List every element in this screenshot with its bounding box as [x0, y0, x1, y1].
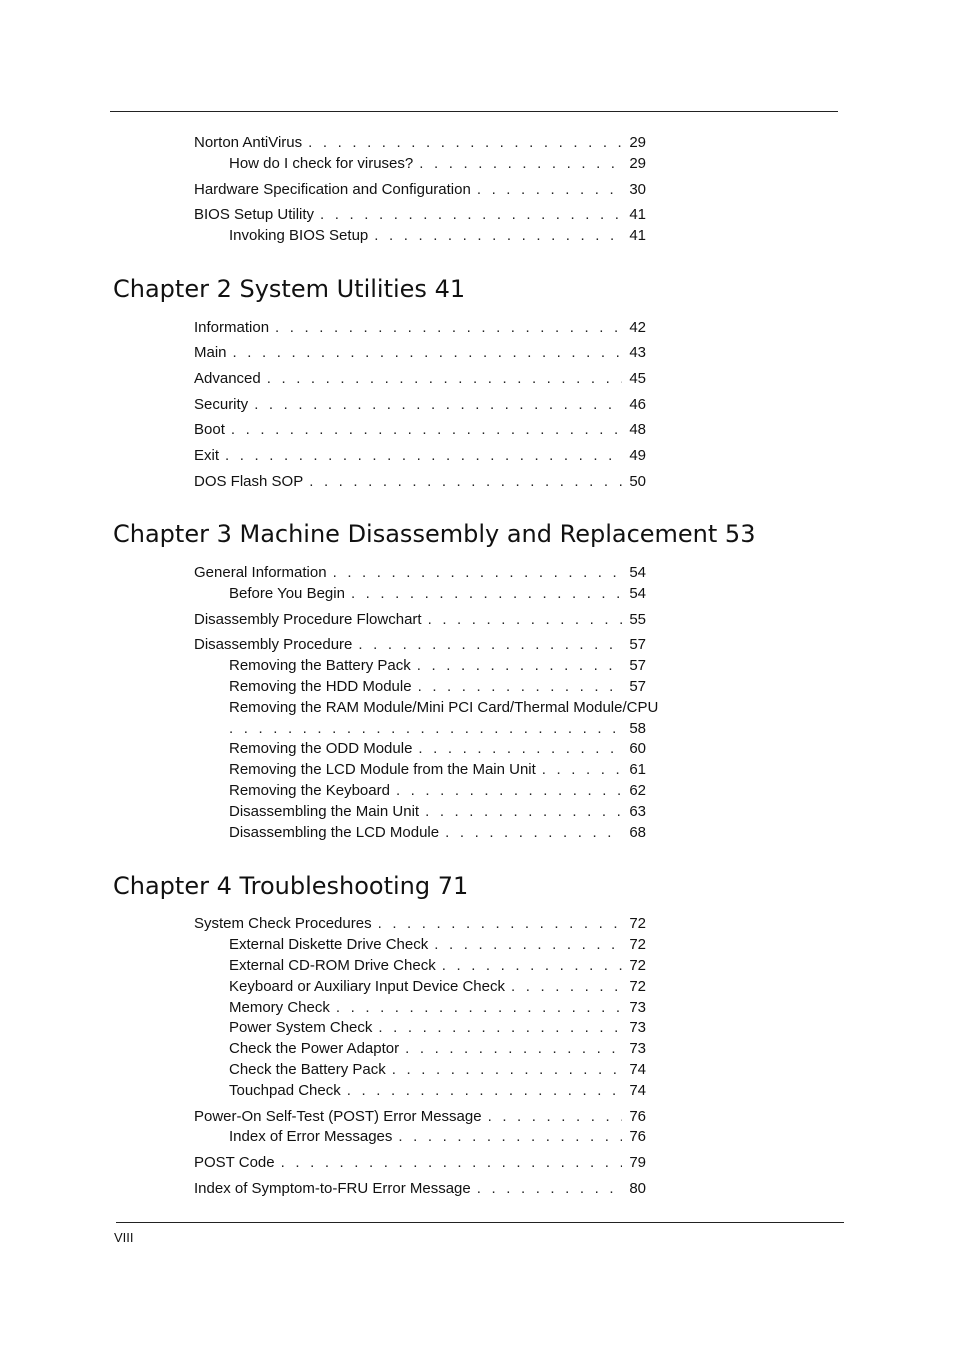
toc-entry[interactable] [229, 677, 646, 696]
toc-dot-leader [347, 1081, 622, 1100]
toc-dot-leader [398, 1127, 622, 1146]
toc-entry[interactable] [194, 1179, 646, 1198]
toc-entry[interactable] [229, 977, 646, 996]
toc-entry-page: 48 [629, 421, 646, 438]
toc-entry[interactable] [229, 739, 646, 758]
toc-entry[interactable] [229, 1060, 646, 1079]
toc-entry-title: Disassembly Procedure [194, 636, 353, 653]
toc-entry-page: 57 [629, 657, 646, 674]
toc-dot-leader [267, 369, 622, 388]
toc-entry-title: Memory Check [229, 999, 330, 1016]
toc-dot-leader [333, 563, 622, 582]
toc-entry-page: 73 [629, 999, 646, 1016]
toc-entry-page: 54 [629, 585, 646, 602]
page-number: VIII [114, 1230, 134, 1245]
toc-entry[interactable] [194, 420, 646, 439]
toc-entry-page: 72 [629, 936, 646, 953]
toc-dot-leader [392, 1060, 622, 1079]
toc-dot-leader [442, 956, 622, 975]
chapter-heading[interactable]: Chapter 3 Machine Disassembly and Replacement 53 [113, 520, 756, 548]
toc-dot-leader [281, 1153, 622, 1172]
toc-entry-page: 55 [629, 611, 646, 628]
toc-dot-leader [225, 446, 622, 465]
toc-dot-leader [378, 914, 622, 933]
toc-entry[interactable] [229, 956, 646, 975]
toc-entry-title: Norton AntiVirus [194, 134, 303, 151]
toc-entry-page: 80 [629, 1180, 646, 1197]
toc-entry-title: Removing the ODD Module [229, 740, 413, 757]
toc-entry-title: Check the Power Adaptor [229, 1040, 400, 1057]
toc-entry-page: 72 [629, 915, 646, 932]
toc-entry-page: 29 [629, 134, 646, 151]
toc-entry-title: Exit [194, 447, 220, 464]
toc-entry-page: 79 [629, 1154, 646, 1171]
toc-entry[interactable] [194, 914, 646, 933]
toc-entry[interactable] [194, 1153, 646, 1172]
toc-entry-page: 76 [629, 1128, 646, 1145]
toc-dot-leader [425, 802, 622, 821]
toc-entry-page: 57 [629, 636, 646, 653]
toc-dot-leader [309, 472, 622, 491]
toc-entry-title: Power System Check [229, 1019, 373, 1036]
toc-entry[interactable] [229, 1127, 646, 1146]
toc-entry-page: 74 [629, 1061, 646, 1078]
toc-dot-leader [336, 998, 622, 1017]
toc-dot-leader [434, 935, 622, 954]
toc-entry[interactable] [194, 1107, 646, 1126]
toc-dot-leader [374, 226, 622, 245]
toc-dot-leader [308, 133, 622, 152]
toc-entry-page: 73 [629, 1019, 646, 1036]
toc-entry[interactable] [194, 133, 646, 152]
toc-entry[interactable] [229, 1081, 646, 1100]
toc-entry[interactable] [194, 446, 646, 465]
toc-entry-page: 45 [629, 370, 646, 387]
toc-entry[interactable] [194, 369, 646, 388]
toc-dot-leader [351, 584, 622, 603]
toc-entry[interactable] [229, 584, 646, 603]
toc-entry-title: Hardware Specification and Configuration [194, 181, 471, 198]
toc-entry-page: 49 [629, 447, 646, 464]
toc-dot-leader [320, 205, 622, 224]
toc-entry[interactable] [229, 998, 646, 1017]
toc-entry[interactable] [229, 802, 646, 821]
toc-entry-title: BIOS Setup Utility [194, 206, 315, 223]
toc-entry-title: Invoking BIOS Setup [229, 227, 369, 244]
toc-entry-title: Removing the Battery Pack [229, 657, 411, 674]
toc-entry-page: 58 [629, 720, 646, 737]
toc-entry-page: 74 [629, 1082, 646, 1099]
toc-entry[interactable] [229, 935, 646, 954]
toc-entry-title: Information [194, 319, 270, 336]
toc-entry[interactable] [229, 781, 646, 800]
toc-entry-title: How do I check for viruses? [229, 155, 414, 172]
toc-entry[interactable] [194, 318, 646, 337]
toc-entry-page: 50 [629, 473, 646, 490]
toc-dot-leader [378, 1018, 622, 1037]
toc-dot-leader [229, 719, 622, 738]
toc-entry-title: Main [194, 344, 227, 361]
toc-entry[interactable] [229, 823, 646, 842]
toc-entry-title: Keyboard or Auxiliary Input Device Check [229, 978, 505, 995]
toc-entry-title: Disassembly Procedure Flowchart [194, 611, 422, 628]
toc-entry-page: 63 [629, 803, 646, 820]
toc-entry-title[interactable]: Removing the RAM Module/Mini PCI Card/Thermal Module/CPU [229, 699, 659, 716]
toc-entry[interactable] [194, 395, 646, 414]
toc-entry[interactable] [229, 226, 646, 245]
toc-entry-title: Check the Battery Pack [229, 1061, 386, 1078]
toc-dot-leader [542, 760, 622, 779]
toc-entry-page: 60 [629, 740, 646, 757]
toc-dot-leader [396, 781, 622, 800]
toc-entry-title: Removing the LCD Module from the Main Unit [229, 761, 536, 778]
toc-entry[interactable] [229, 1039, 646, 1058]
toc-dot-leader [275, 318, 622, 337]
toc-entry-page: 41 [629, 206, 646, 223]
toc-entry[interactable] [229, 1018, 646, 1037]
toc-entry-page: 43 [629, 344, 646, 361]
toc-entry-title: Security [194, 396, 249, 413]
footer-rule [116, 1222, 844, 1223]
toc-entry[interactable] [194, 180, 646, 199]
toc-dot-leader [488, 1107, 622, 1126]
toc-entry-title: Before You Begin [229, 585, 345, 602]
toc-dot-leader [477, 180, 622, 199]
toc-entry[interactable] [229, 154, 646, 173]
toc-entry-title: System Check Procedures [194, 915, 372, 932]
toc-entry-title: Removing the Keyboard [229, 782, 390, 799]
toc-entry-page: 46 [629, 396, 646, 413]
toc-entry-title: POST Code [194, 1154, 275, 1171]
toc-dot-leader [231, 420, 622, 439]
toc-entry-page: 57 [629, 678, 646, 695]
toc-entry-page: 30 [629, 181, 646, 198]
toc-entry[interactable] [194, 563, 646, 582]
toc-entry-page: 73 [629, 1040, 646, 1057]
toc-entry-page: 76 [629, 1108, 646, 1125]
toc-entry[interactable] [194, 472, 646, 491]
toc-entry-page: 72 [629, 978, 646, 995]
toc-dot-leader [445, 823, 622, 842]
toc-entry-title: General Information [194, 564, 327, 581]
toc-entry-title: Disassembling the Main Unit [229, 803, 420, 820]
toc-entry-page: 54 [629, 564, 646, 581]
toc-entry-page: 42 [629, 319, 646, 336]
toc-entry[interactable] [229, 719, 646, 738]
toc-entry-page: 29 [629, 155, 646, 172]
toc-entry-page: 68 [629, 824, 646, 841]
toc-entry[interactable] [229, 656, 646, 675]
toc-entry[interactable] [194, 343, 646, 362]
toc-entry-page: 41 [629, 227, 646, 244]
toc-entry-title: External CD-ROM Drive Check [229, 957, 436, 974]
toc-dot-leader [358, 635, 622, 654]
toc-entry[interactable] [194, 635, 646, 654]
toc-dot-leader [419, 154, 622, 173]
toc-entry-page: 72 [629, 957, 646, 974]
toc-entry-title: Power-On Self-Test (POST) Error Message [194, 1108, 482, 1125]
toc-dot-leader [405, 1039, 622, 1058]
toc-dot-leader [233, 343, 622, 362]
toc-entry[interactable] [229, 760, 646, 779]
toc-dot-leader [254, 395, 622, 414]
toc-dot-leader [428, 610, 622, 629]
chapter-heading[interactable]: Chapter 4 Troubleshooting 71 [113, 872, 469, 900]
toc-entry-title: Touchpad Check [229, 1082, 341, 1099]
toc-dot-leader [418, 677, 622, 696]
toc-entry-title: Advanced [194, 370, 261, 387]
toc-entry[interactable] [194, 610, 646, 629]
toc-dot-leader [417, 656, 622, 675]
toc-dot-leader [477, 1179, 622, 1198]
toc-entry-page: 61 [629, 761, 646, 778]
toc-dot-leader [418, 739, 622, 758]
toc-entry-page: 62 [629, 782, 646, 799]
toc-dot-leader [511, 977, 622, 996]
toc-entry-title: Boot [194, 421, 225, 438]
chapter-heading[interactable]: Chapter 2 System Utilities 41 [113, 275, 466, 303]
toc-entry-title: Disassembling the LCD Module [229, 824, 440, 841]
toc-entry-title: Removing the HDD Module [229, 678, 412, 695]
header-rule [110, 111, 838, 112]
toc-entry-title: External Diskette Drive Check [229, 936, 429, 953]
toc-entry-title: Index of Error Messages [229, 1128, 393, 1145]
toc-entry-title: Index of Symptom-to-FRU Error Message [194, 1180, 471, 1197]
toc-entry-title: DOS Flash SOP [194, 473, 304, 490]
toc-entry[interactable] [194, 205, 646, 224]
